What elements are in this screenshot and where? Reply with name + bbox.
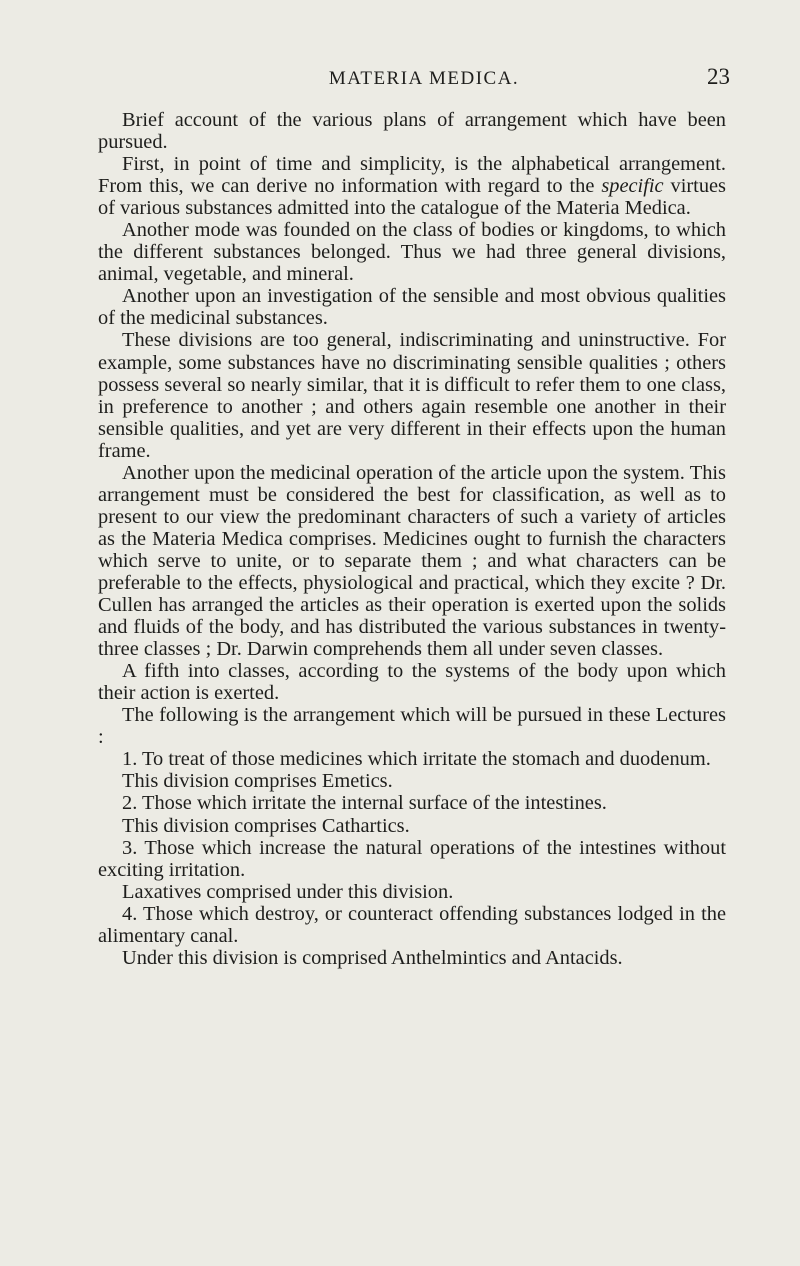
- paragraph-alphabetical-end: virtues of various substances admitted into the catalogue of the Materia Medica.: [98, 175, 726, 220]
- paragraph-alphabetical-start: First, in point of time and simplicity, is the alphabetical arrangement. From this, we can derive no information with regard to the: [98, 153, 726, 198]
- paragraph-intro: Brief account of the various plans of arrangement which have been pursued.: [98, 109, 726, 154]
- paragraph-alphabetical: [98, 153, 726, 219]
- running-title: MATERIA MEDICA.: [328, 68, 520, 89]
- running-head: [118, 64, 730, 94]
- body-text: [98, 109, 726, 969]
- paragraph-medicinal-operation: Another upon the medicinal operation of the article upon the system. This arrangement must be considered the best for classification, as well as to present to our view the predominant characters of such a variety of articles as the Materia Medica comprises. Medicines ought to furnish the characters which serve to unite, or to separate them ; and what characters can be preferable to the effects, physiological and practical, which they excite ? Dr. Cullen has arranged the articles as their operation is exerted upon the solids and fluids of the body, and has distributed the various substances in twenty-three classes ; Dr. Darwin comprehends them all under seven classes.: [98, 461, 726, 661]
- paragraph-too-general: These divisions are too general, indiscriminating and uninstructive. For example, some substances have no discriminating sensible qualities ; others possess several so nearly similar, that it is difficult to refer them to one class, in preference to another ; and others again resemble one another in their sensible qualities, and yet are very different in their effects upon the human frame.: [98, 329, 726, 462]
- italic-specific: specific: [601, 175, 664, 198]
- division-laxatives: Laxatives comprised under this division.: [122, 880, 454, 903]
- division-emetics: This division comprises Emetics.: [122, 770, 393, 793]
- division-anthelmintics: Under this division is comprised Anthelmintics and Antacids.: [122, 946, 623, 969]
- division-cathartics: This division comprises Cathartics.: [122, 814, 410, 837]
- paragraph-kingdoms: Another mode was founded on the class of bodies or kingdoms, to which the different substances belonged. Thus we had three general divisions, animal, vegetable, and mineral.: [98, 219, 726, 286]
- paragraph-sensible-qualities: Another upon an investigation of the sensible and most obvious qualities of the medicinal substances.: [98, 285, 726, 330]
- list-item-1: 1. To treat of those medicines which irritate the stomach and duodenum.: [122, 748, 711, 771]
- paragraph-following: The following is the arrangement which will be pursued in these Lectures :: [98, 704, 726, 749]
- page-number: 23: [707, 64, 730, 89]
- paragraph-fifth: A fifth into classes, according to the systems of the body upon which their action is exerted.: [98, 660, 726, 705]
- list-item-2: 2. Those which irritate the internal surface of the intestines.: [122, 792, 607, 815]
- list-item-4: 4. Those which destroy, or counteract offending substances lodged in the alimentary canal.: [98, 902, 726, 947]
- list-item-3: 3. Those which increase the natural operations of the intestines without exciting irritation.: [98, 836, 726, 881]
